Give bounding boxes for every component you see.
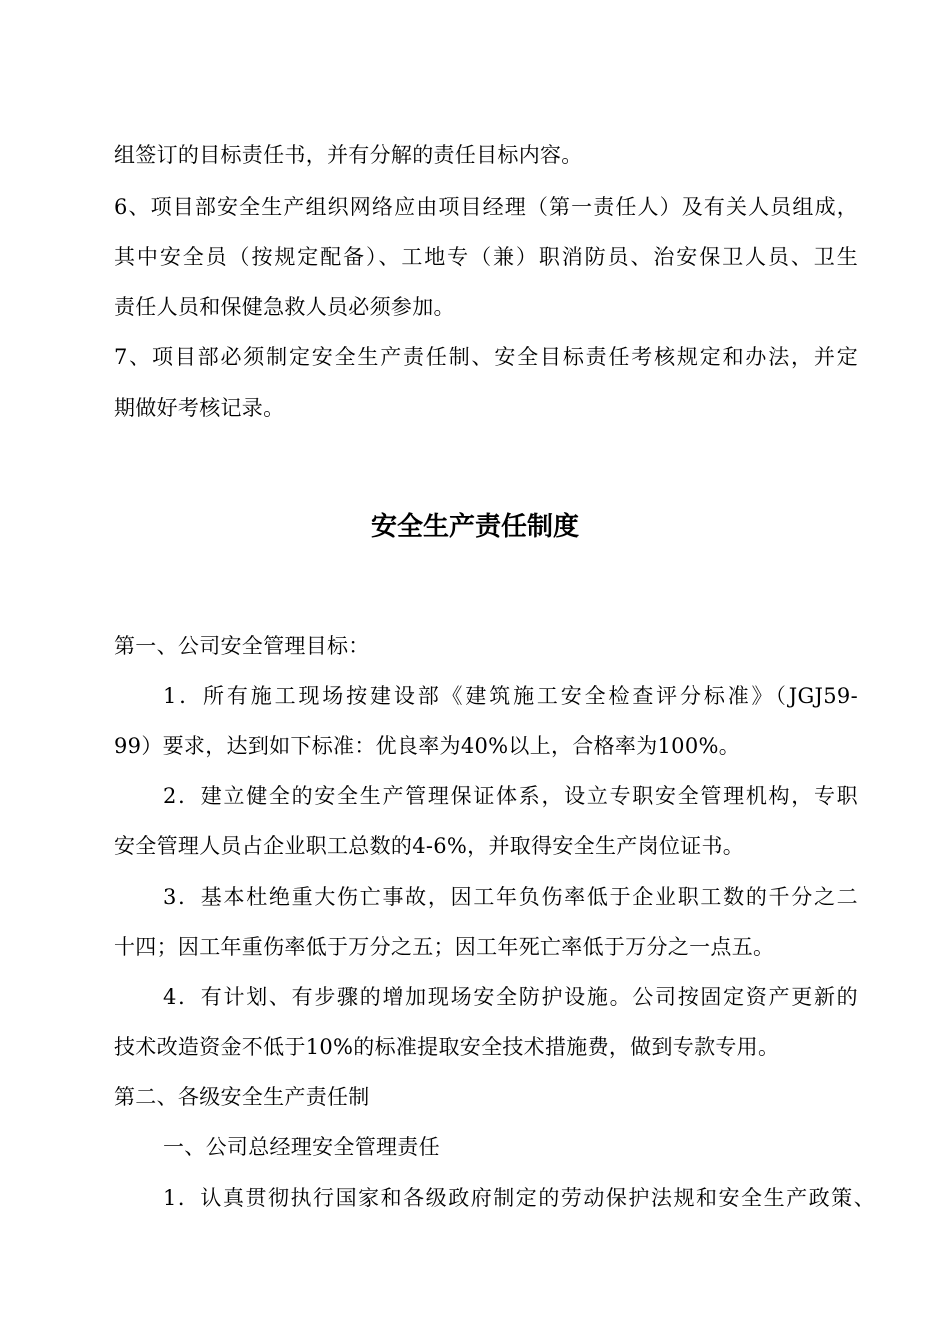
paragraph-line: 7、项目部必须制定安全生产责任制、安全目标责任考核规定和办法，并定 bbox=[114, 345, 858, 369]
paragraph-line: 安全管理人员占企业职工总数的4-6%，并取得安全生产岗位证书。 bbox=[114, 834, 745, 858]
paragraph-line: 1．认真贯彻执行国家和各级政府制定的劳动保护法规和安全生产政策、 bbox=[163, 1186, 875, 1210]
subsection-heading: 一、公司总经理安全管理责任 bbox=[163, 1135, 440, 1159]
paragraph-line: 2．建立健全的安全生产管理保证体系，设立专职安全管理机构，专职 bbox=[163, 784, 858, 808]
paragraph-line: 其中安全员（按规定配备）、工地专（兼）职消防员、治安保卫人员、卫生 bbox=[114, 245, 858, 269]
section-heading: 第二、各级安全生产责任制 bbox=[114, 1085, 370, 1109]
paragraph-line: 6、项目部安全生产组织网络应由项目经理（第一责任人）及有关人员组成， bbox=[114, 195, 858, 219]
paragraph-line: 组签订的目标责任书，并有分解的责任目标内容。 bbox=[114, 143, 583, 167]
paragraph-line: 十四；因工年重伤率低于万分之五；因工年死亡率低于万分之一点五。 bbox=[114, 935, 775, 959]
paragraph-line: 4．有计划、有步骤的增加现场安全防护设施。公司按固定资产更新的 bbox=[163, 985, 858, 1009]
document-title: 安全生产责任制度 bbox=[370, 512, 579, 542]
section-heading: 第一、公司安全管理目标： bbox=[114, 634, 370, 658]
paragraph-line: 责任人员和保健急救人员必须参加。 bbox=[114, 295, 455, 319]
paragraph-line: 期做好考核记录。 bbox=[114, 396, 285, 420]
paragraph-line: 3．基本杜绝重大伤亡事故，因工年负伤率低于企业职工数的千分之二 bbox=[163, 885, 858, 909]
paragraph-line: 99）要求，达到如下标准：优良率为40%以上，合格率为100%。 bbox=[114, 734, 741, 758]
paragraph-line: 技术改造资金不低于10%的标准提取安全技术措施费，做到专款专用。 bbox=[114, 1035, 780, 1059]
paragraph-line: 1．所有施工现场按建设部《建筑施工安全检查评分标准》（JGJ59- bbox=[163, 684, 858, 708]
